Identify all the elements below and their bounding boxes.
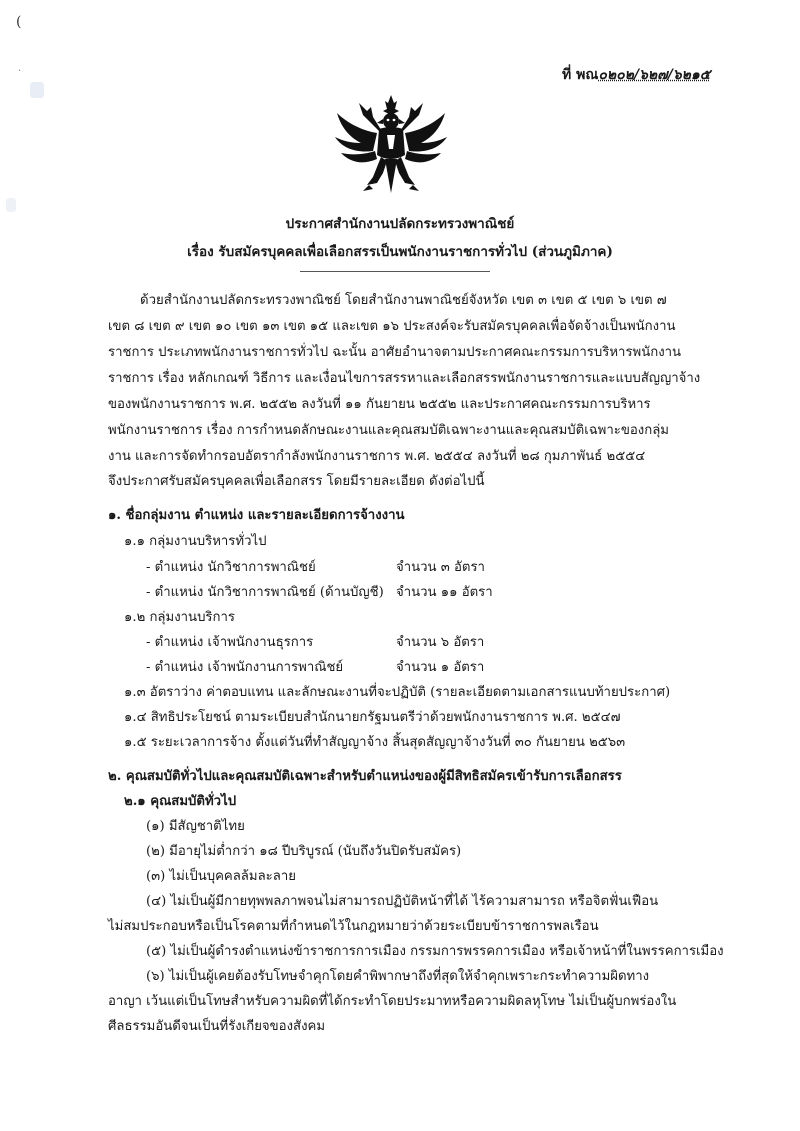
intro-line: เขต ๘ เขต ๙ เขต ๑๐ เขต ๑๓ เขต ๑๕ และเขต ๑๖ ประสงค์จะรับสมัครบุคคลเพื่อจัดจ้างเป็นพนักงาน: [108, 319, 676, 334]
detail-item: ๑.๓ อัตราว่าง ค่าตอบแทน และลักษณะงานที่จะปฏิบัติ (รายละเอียดตามเอกสารแนบท้ายประกาศ): [124, 685, 671, 700]
position-count: จำนวน ๓ อัตรา: [396, 560, 485, 575]
margin-dot: ·: [18, 66, 22, 77]
group-heading: ๑.๑ กลุ่มงานบริหารทั่วไป: [124, 534, 267, 549]
margin-mark: (: [16, 14, 22, 30]
subsection-heading: ๒.๑ คุณสมบัติทั่วไป: [124, 794, 237, 809]
title-divider: [300, 271, 490, 272]
qualification-item: (๖) ไม่เป็นผู้เคยต้องรับโทษจำคุกโดยคำพิพากษาถึงที่สุดให้จำคุกเพราะกระทำความผิดทาง: [146, 969, 650, 984]
scan-smudge: [30, 82, 44, 98]
intro-line: งาน และการจัดทำกรอบอัตรากำลังพนักงานราชการ พ.ศ. ๒๕๕๔ ลงวันที่ ๒๘ กุมภาพันธ์ ๒๕๕๔: [108, 449, 646, 464]
qualification-item: ไม่สมประกอบหรือเป็นโรคตามที่กำหนดไว้ในกฎหมายว่าด้วยระเบียบข้าราชการพลเรือน: [108, 919, 599, 934]
qualification-item: (๑) มีสัญชาติไทย: [146, 819, 245, 834]
position-name: - ตำแหน่ง เจ้าพนักงานการพาณิชย์: [146, 660, 344, 675]
section-heading: ๒. คุณสมบัติทั่วไปและคุณสมบัติเฉพาะสำหรับตำแหน่งของผู้มีสิทธิสมัครเข้ารับการเลือกสรร: [108, 769, 622, 784]
intro-line: ราชการ เรื่อง หลักเกณฑ์ วิธีการ และเงื่อนไขการสรรหาและเลือกสรรพนักงานราชการและแบบสัญญาจ้าง: [108, 371, 701, 386]
garuda-emblem-icon: [333, 93, 449, 198]
qualification-item: (๔) ไม่เป็นผู้มีกายทุพพลภาพจนไม่สามารถปฏิบัติหน้าที่ได้ ไร้ความสามารถ หรือจิตฟั่นเฟือน: [146, 894, 659, 909]
detail-item: ๑.๕ ระยะเวลาการจ้าง ตั้งแต่วันที่ทำสัญญาจ้าง สิ้นสุดสัญญาจ้างวันที่ ๓๐ กันยายน ๒๕๖๓: [124, 735, 626, 750]
position-name: - ตำแหน่ง เจ้าพนักงานธุรการ: [146, 635, 314, 650]
position-count: จำนวน ๑ อัตรา: [396, 660, 485, 675]
intro-line: ราชการ ประเภทพนักงานราชการทั่วไป ฉะนั้น อาศัยอำนาจตามประกาศคณะกรรมการบริหารพนักงาน: [108, 345, 682, 360]
qualification-item: (๒) มีอายุไม่ต่ำกว่า ๑๘ ปีบริบูรณ์ (นับถึงวันปิดรับสมัคร): [146, 844, 462, 859]
detail-item: ๑.๔ สิทธิประโยชน์ ตามระเบียบสำนักนายกรัฐมนตรีว่าด้วยพนักงานราชการ พ.ศ. ๒๕๔๗: [124, 710, 621, 725]
document-number-handwritten: ๐๒๐๒/๖๒๗/๖๒๑๕: [598, 67, 711, 83]
scan-smudge: [6, 198, 16, 212]
page-title: ประกาศสำนักงานปลัดกระทรวงพาณิชย์: [285, 216, 515, 232]
qualification-item: อาญา เว้นแต่เป็นโทษสำหรับความผิดที่ได้กระทำโดยประมาทหรือความผิดลหุโทษ ไม่เป็นผู้บกพร่องใน: [108, 994, 677, 1009]
position-count: จำนวน ๖ อัตรา: [396, 635, 485, 650]
section-heading: ๑. ชื่อกลุ่มงาน ตำแหน่ง และรายละเอียดการจ้างงาน: [108, 508, 405, 523]
intro-line: ของพนักงานราชการ พ.ศ. ๒๕๕๒ ลงวันที่ ๑๑ กันยายน ๒๕๕๒ และประกาศคณะกรรมการบริหาร: [108, 397, 651, 412]
intro-line: จึงประกาศรับสมัครบุคคลเพื่อเลือกสรร โดยมีรายละเอียด ดังต่อไปนี้: [108, 474, 485, 489]
qualification-item: (๕) ไม่เป็นผู้ดำรงตำแหน่งข้าราชการการเมือง กรรมการพรรคการเมือง หรือเจ้าหน้าที่ในพรรคการเมือง: [146, 944, 724, 959]
qualification-item: (๓) ไม่เป็นบุคคลล้มละลาย: [146, 869, 296, 884]
document-number-prefix: ที่ พณ: [562, 67, 599, 83]
intro-line: ด้วยสำนักงานปลัดกระทรวงพาณิชย์ โดยสำนักงานพาณิชย์จังหวัด เขต ๓ เขต ๕ เขต ๖ เขต ๗: [140, 293, 667, 308]
position-name: - ตำแหน่ง นักวิชาการพาณิชย์ (ด้านบัญชี): [146, 585, 384, 600]
position-count: จำนวน ๑๑ อัตรา: [396, 585, 493, 600]
qualification-item: ศีลธรรมอันดีจนเป็นที่รังเกียจของสังคม: [108, 1019, 326, 1034]
group-heading: ๑.๒ กลุ่มงานบริการ: [124, 610, 235, 625]
document-number: [562, 64, 710, 86]
intro-line: พนักงานราชการ เรื่อง การกำหนดลักษณะงานและคุณสมบัติเฉพาะงานและคุณสมบัติเฉพาะของกลุ่ม: [108, 423, 669, 438]
position-name: - ตำแหน่ง นักวิชาการพาณิชย์: [146, 560, 316, 575]
page-subject: เรื่อง รับสมัครบุคคลเพื่อเลือกสรรเป็นพนักงานราชการทั่วไป (ส่วนภูมิภาค): [187, 244, 613, 260]
